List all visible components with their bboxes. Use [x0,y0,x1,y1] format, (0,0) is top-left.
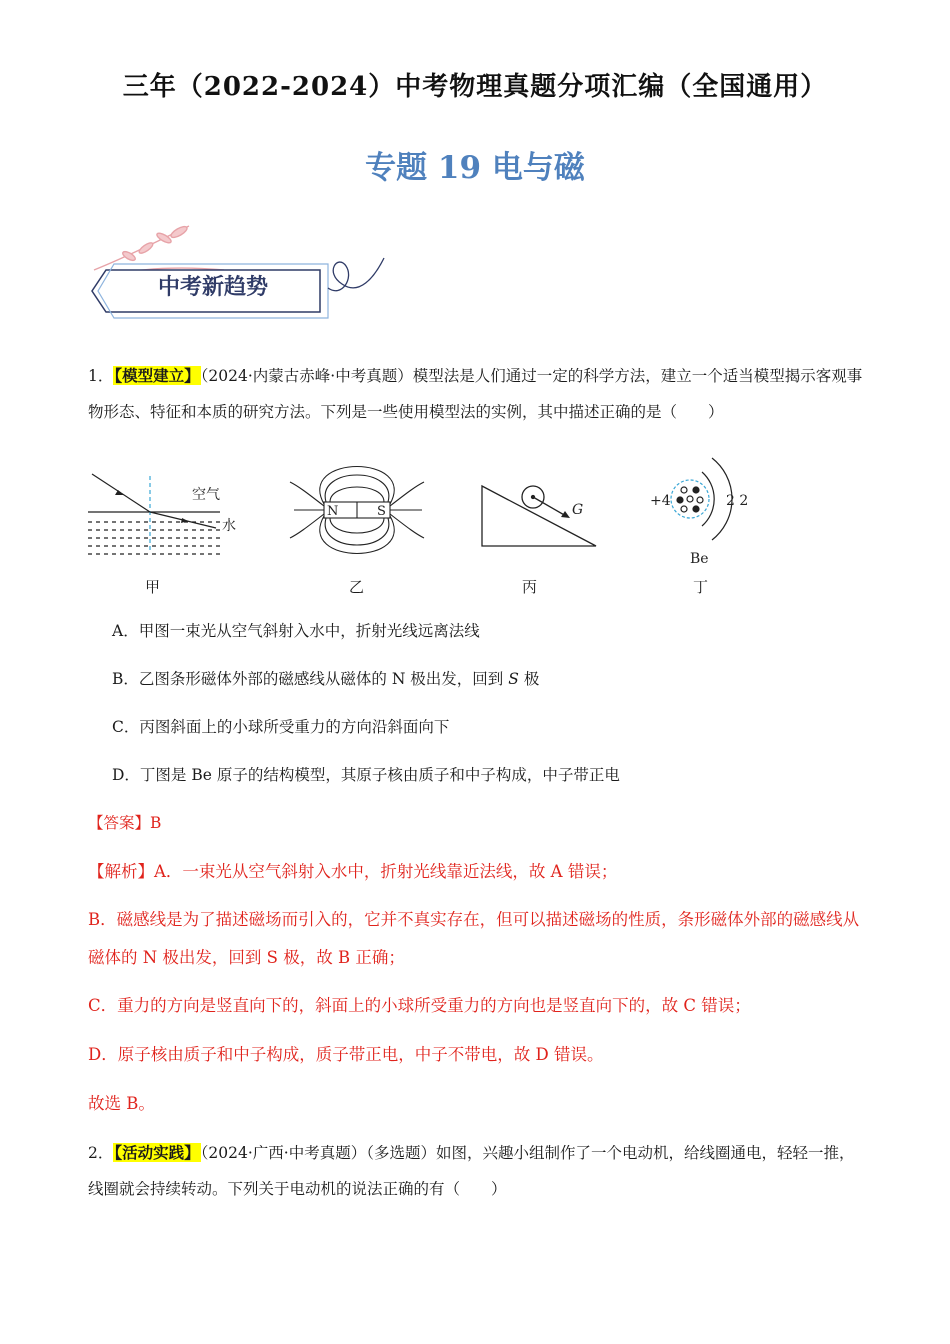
label-gravity: G [572,502,584,518]
label-nuclear-charge: +4 [650,493,671,509]
option-c: C．丙图斜面上的小球所受重力的方向沿斜面向下 [112,718,450,736]
question-tag: 【模型建立】 [114,366,200,385]
section-banner-label: 中考新趋势 [158,275,269,300]
question-text: （2024·内蒙古赤峰·中考真题）模型法是人们通过一定的科学方法，建立一个适当模型揭示客观事物形态、特征和本质的研究方法。下列是一些使用模型法的实例，其中描述正确的是（ ） [88,367,863,421]
bar-magnet-figure [290,467,424,554]
answer-value: B [150,814,162,832]
conclusion: 故选 B。 [88,1094,155,1113]
label-water: 水 [222,518,236,534]
question-2-stem [88,1135,868,1207]
question-number: 2． [88,1144,114,1162]
option-b-end: 极 [523,670,540,688]
caption-ding: 丁 [693,578,709,596]
topic-title: 专题 19 电与磁 [365,150,585,186]
label-south-pole: S [377,504,386,519]
analysis-c: C．重力的方向是竖直向下的，斜面上的小球所受重力的方向也是竖直向下的，故 C 错误； [88,996,751,1015]
analysis-b: B．磁感线是为了描述磁场而引入的，它并不真实存在，但可以描述磁场的性质，条形磁体外部的磁感线从磁体的 N 极出发，回到 S 极，故 B 正确； [88,910,860,967]
main-title: 三年（2022-2024）中考物理真题分项汇编（全国通用） [122,72,828,102]
option-d: D．丁图是 Be 原子的结构模型，其原子核由质子和中子构成，中子带正电 [112,766,620,784]
caption-yi: 乙 [349,578,365,596]
label-shells: 2 2 [726,493,749,509]
leaf-branch-icon [94,224,224,276]
label-air: 空气 [192,487,220,503]
caption-jia: 甲 [145,578,161,596]
answer-label: 【答案】 [88,814,151,832]
question-text: （2024·广西·中考真题）（多选题）如图，兴趣小组制作了一个电动机，给线圈通电，轻轻一推，线圈就会持续转动。下列关于电动机的说法正确的有（ ） [88,1144,855,1198]
option-b-s: S [508,670,519,688]
question-1-figures [84,442,784,602]
option-b [112,668,539,690]
question-1-stem [88,358,868,430]
analysis-a [88,853,863,891]
label-element: Be [690,551,709,567]
analysis-line: A．一束光从空气斜射入水中，折射光线靠近法线，故 A 错误； [154,862,618,881]
caption-bing: 丙 [522,578,538,596]
option-b-text: B．乙图条形磁体外部的磁感线从磁体的 N 极出发，回到 [112,670,504,688]
question-number: 1． [88,367,114,385]
atom-figure [671,458,732,540]
question-tag: 【活动实践】 [114,1143,200,1162]
analysis-d: D．原子核由质子和中子构成，质子带正电，中子不带电，故 D 错误。 [88,1045,604,1064]
label-north-pole: N [327,504,339,519]
squiggle-icon [328,258,384,291]
option-a: A．甲图一束光从空气斜射入水中，折射光线远离法线 [112,622,480,640]
refraction-figure [88,474,220,554]
answer [88,812,161,834]
analysis-label: 【解析】 [88,862,154,881]
